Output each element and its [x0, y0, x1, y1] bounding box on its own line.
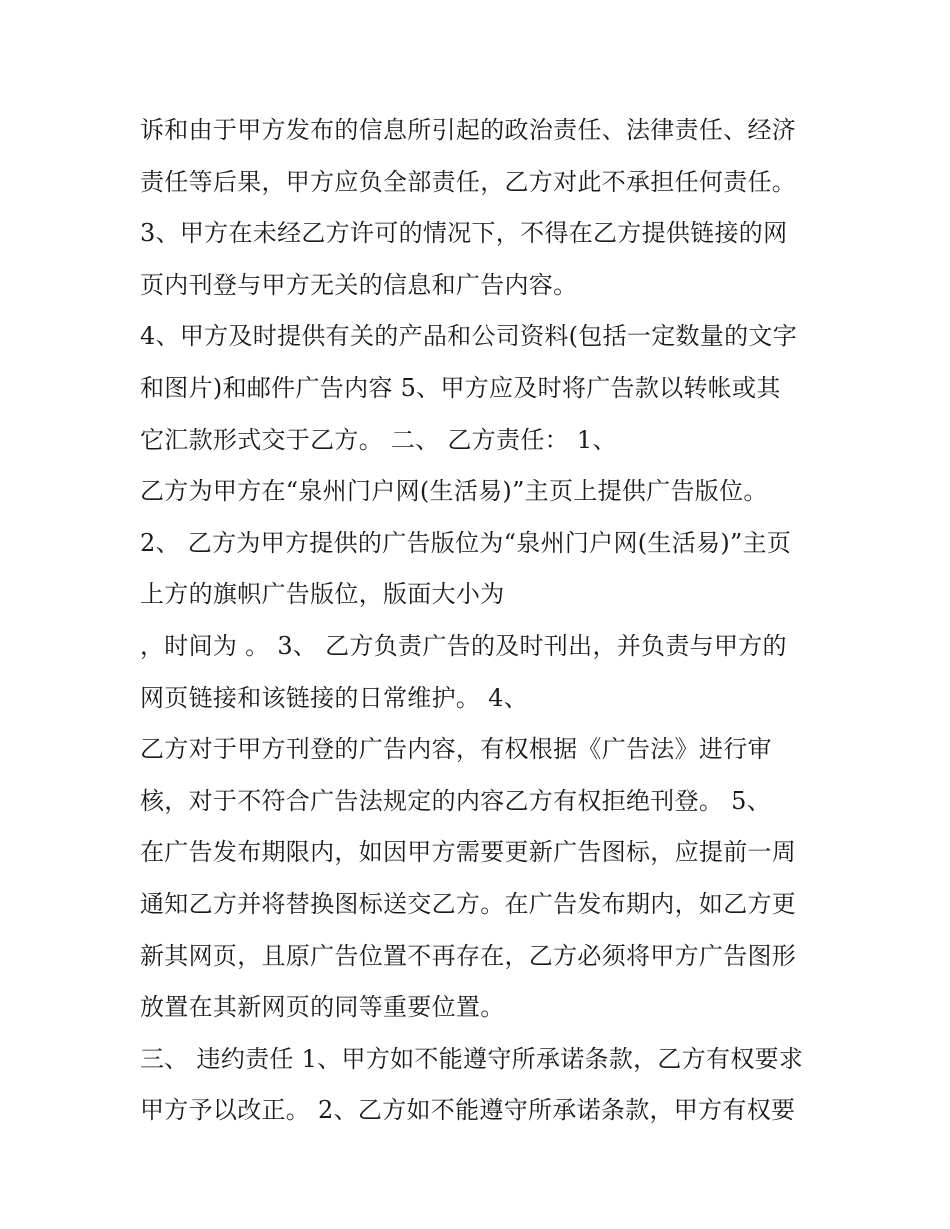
- text-line: 和图片)和邮件广告内容 5、甲方应及时将广告款以转帐或其: [140, 373, 781, 402]
- text-line: 页内刊登与甲方无关的信息和广告内容。: [140, 270, 578, 299]
- text-line: 在广告发布期限内，如因甲方需要更新广告图标，应提前一周: [140, 838, 797, 867]
- text-line: 诉和由于甲方发布的信息所引起的政治责任、法律责任、经济: [140, 116, 797, 144]
- text-line: 三、 违约责任 1、甲方如不能遵守所承诺条款，乙方有权要求: [140, 1044, 804, 1073]
- text-line: 放置在其新网页的同等重要位置。: [140, 993, 505, 1022]
- text-line: 它汇款形式交于乙方。 二、 乙方责任： 1、: [140, 425, 617, 454]
- text-line: 4、甲方及时提供有关的产品和公司资料(包括一定数量的文字: [140, 322, 798, 351]
- text-line: 乙方为甲方在“泉州门户网(生活易)”主页上提供广告版位。: [140, 477, 768, 506]
- text-line: ，时间为 。 3、 乙方负责广告的及时刊出，并负责与甲方的: [140, 631, 787, 660]
- text-line: 甲方予以改正。 2、乙方如不能遵守所承诺条款，甲方有权要: [140, 1096, 796, 1125]
- text-line: 乙方对于甲方刊登的广告内容，有权根据《广告法》进行审: [140, 735, 772, 764]
- text-line: 上方的旗帜广告版位，版面大小为: [140, 580, 505, 609]
- text-line: 责任等后果，甲方应负全部责任，乙方对此不承担任何责任。: [140, 167, 797, 196]
- text-line: 核，对于不符合广告法规定的内容乙方有权拒绝刊登。 5、: [140, 786, 771, 815]
- contract-body-text: [140, 108, 840, 1140]
- text-line: 2、 乙方为甲方提供的广告版位为“泉州门户网(生活易)”主页: [140, 528, 792, 557]
- text-line: 通知乙方并将替换图标送交乙方。在广告发布期内，如乙方更: [140, 889, 797, 918]
- text-line: 3、甲方在未经乙方许可的情况下，不得在乙方提供链接的网: [140, 219, 788, 248]
- text-line: 网页链接和该链接的日常维护。 4、: [140, 683, 528, 712]
- text-line: 新其网页，且原广告位置不再存在，乙方必须将甲方广告图形: [140, 941, 797, 970]
